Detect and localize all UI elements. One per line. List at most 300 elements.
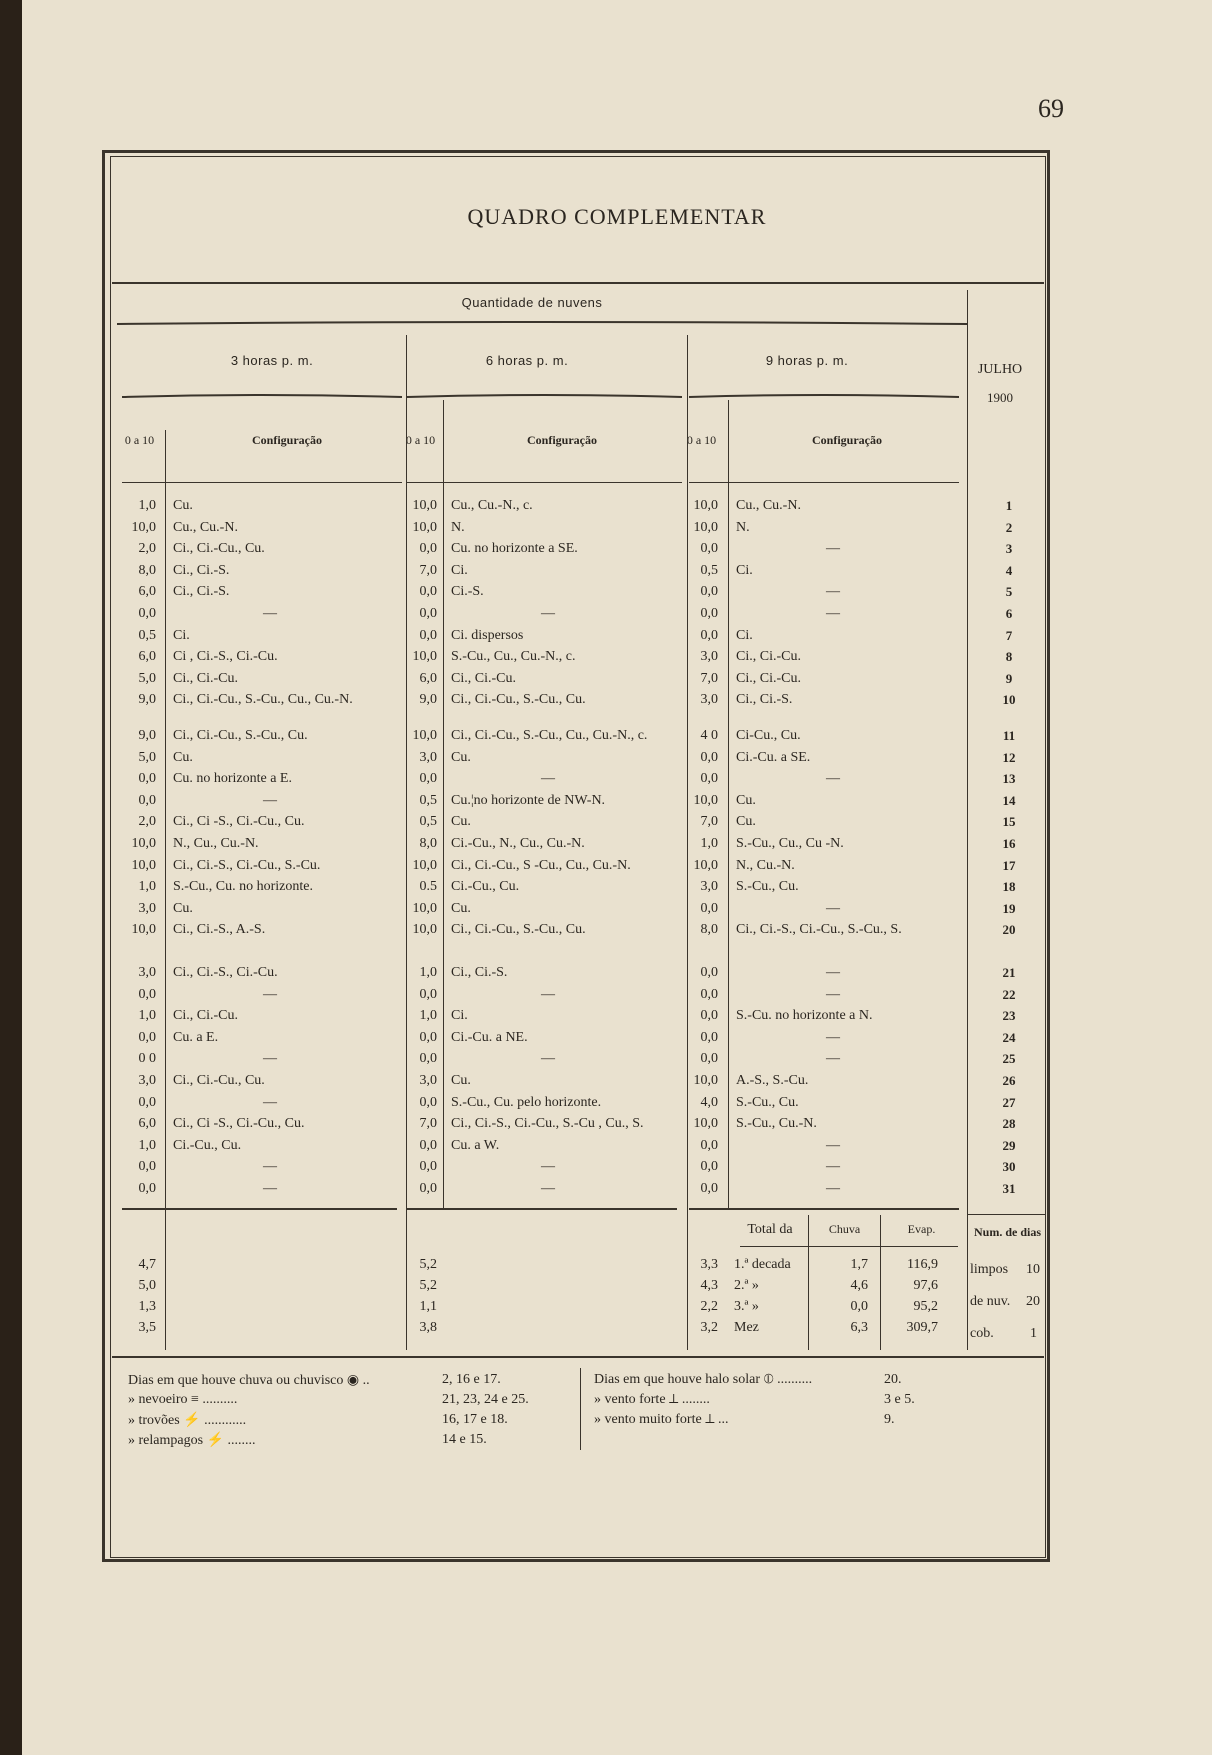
decade-label: 3.ª » [734, 1299, 759, 1314]
config-6h-cell: Cu. [451, 900, 471, 916]
cloud-9h-cell: 10,0 [693, 857, 718, 873]
note-left-value: 21, 23, 24 e 25. [442, 1392, 529, 1407]
cloud-9h-cell: 0,0 [700, 1181, 718, 1196]
config-3h-cell: S.-Cu., Cu. no horizonte. [173, 879, 313, 895]
day-cell: 4 [1005, 562, 1013, 578]
config-3h-cell: Ci., Ci.-S. [173, 584, 230, 600]
note-right-label: » vento muito forte ⟂ ... [594, 1412, 729, 1427]
swash-9h [689, 393, 959, 401]
cloud-9h-cell: 4,0 [700, 1094, 718, 1110]
cloud-6h-cell: 9,0 [419, 692, 437, 708]
config-9h-cell: — [826, 606, 840, 621]
cloud-9h-cell: 0,0 [700, 627, 718, 643]
col-config-6h: Configuração [527, 433, 597, 447]
day-cell: 25 [1002, 1051, 1016, 1067]
evap-value: 95,2 [913, 1299, 938, 1314]
cloud-6h-cell: 0,0 [419, 1159, 437, 1175]
config-3h-cell: — [263, 1051, 277, 1067]
config-3h-cell: Ci., Ci.-Cu., S.-Cu., Cu. [173, 728, 308, 743]
day-cell: 28 [1002, 1116, 1016, 1132]
cloud-3h-cell: 0,0 [138, 792, 156, 808]
config-6h-cell: Ci. dispersos [451, 627, 524, 643]
cloud-9h-cell: 3,0 [700, 692, 718, 708]
note-left-label: » trovões ⚡ ............ [128, 1413, 247, 1428]
config-6h-cell: — [541, 1159, 555, 1175]
total-header: Total da [747, 1222, 793, 1237]
cloud-3h-cell: 3,0 [138, 1073, 156, 1088]
cloud-6h-cell: 0,0 [419, 986, 437, 1002]
config-3h-cell: — [263, 792, 277, 808]
page [22, 0, 1212, 1755]
config-6h-cell: Ci., Ci.-Cu., S.-Cu., Cu. [451, 922, 586, 938]
chuva-value: 6,3 [850, 1320, 868, 1335]
config-6h-cell: Ci., Ci.-Cu., S.-Cu., Cu., Cu.-N., c. [451, 728, 648, 743]
cloud-9h-cell: 10,0 [693, 498, 718, 513]
config-6h-cell: S.-Cu., Cu., Cu.-N., c. [451, 649, 576, 665]
config-3h-cell: Ci., Ci -S., Ci.-Cu., Cu. [173, 814, 305, 830]
cloud-6h-cell: 6,0 [419, 670, 437, 686]
col-scale-9h: 0 a 10 [686, 433, 717, 447]
day-cell: 22 [1002, 986, 1016, 1002]
config-3h-cell: Ci., Ci.-Cu., Cu. [173, 1073, 265, 1088]
cloud-9h-cell: 10,0 [693, 519, 718, 535]
period-3h: 3 horas p. m. [230, 353, 314, 368]
cloud-3h-cell: 0,0 [138, 1094, 156, 1110]
cloud-6h-cell: 7,0 [419, 562, 437, 578]
config-9h-cell: — [826, 986, 840, 1002]
config-6h-cell: Ci.-S. [451, 584, 484, 600]
decade-label: 1.ª decada [734, 1257, 791, 1272]
summary-subheader-rule [740, 1246, 958, 1247]
config-3h-cell: Cu. a E. [173, 1029, 219, 1045]
config-9h-cell: — [826, 1029, 840, 1045]
config-6h-cell: — [541, 771, 555, 787]
config-9h-cell: Cu. [736, 792, 756, 808]
mean-6h: 3,8 [419, 1320, 437, 1335]
cloud-9h-cell: 1,0 [700, 836, 718, 851]
cloud-9h-cell: 0,5 [700, 562, 718, 578]
cloud-9h-cell: 7,0 [700, 670, 718, 686]
cloud-6h-cell: 0,0 [419, 1137, 437, 1153]
cloud-3h-cell: 2,0 [138, 814, 156, 830]
config-3h-cell: — [263, 606, 277, 621]
config-9h-cell: — [826, 771, 840, 787]
config-3h-cell: Ci., Ci.-Cu., Cu. [173, 541, 265, 557]
note-right-value: 20. [884, 1372, 902, 1387]
title-rule [112, 282, 1044, 284]
config-9h-cell: S.-Cu. no horizonte a N. [736, 1008, 873, 1024]
config-3h-cell: Cu. [173, 900, 193, 916]
cloud-9h-cell: 4 0 [700, 728, 718, 743]
day-cell: 21 [1002, 965, 1016, 980]
rule-v5 [728, 400, 729, 1210]
nuv-value: 20 [1026, 1294, 1040, 1309]
header-bottom-rule-9h [689, 482, 959, 483]
cloud-6h-cell: 10,0 [412, 857, 437, 873]
evap-value: 97,6 [913, 1278, 938, 1293]
cloud-3h-cell: 9,0 [138, 692, 156, 708]
day-cell: 10 [1002, 692, 1016, 708]
nuv-label: de nuv. [970, 1294, 1011, 1309]
day-cell: 19 [1002, 900, 1016, 916]
config-6h-cell: Ci. [451, 1008, 468, 1024]
cloud-3h-cell: 0,0 [138, 1159, 156, 1175]
day-cell: 23 [1002, 1008, 1016, 1024]
cloud-3h-cell: 0,0 [138, 986, 156, 1002]
day-cell: 18 [1002, 879, 1016, 895]
header-bottom-rule-3h [122, 482, 402, 483]
cloud-9h-cell: 0,0 [700, 965, 718, 980]
rule-evap [880, 1215, 881, 1350]
config-6h-cell: Cu., Cu.-N., c. [451, 498, 533, 513]
config-9h-cell: S.-Cu., Cu. [736, 1094, 799, 1110]
cloud-3h-cell: 9,0 [138, 728, 156, 743]
summary-rule-days [967, 1214, 1045, 1215]
config-3h-cell: Ci., Ci.-Cu., S.-Cu., Cu., Cu.-N. [173, 692, 353, 708]
config-6h-cell: S.-Cu., Cu. pelo horizonte. [451, 1094, 602, 1110]
day-cell: 9 [1005, 670, 1013, 686]
summary-rule-3h [122, 1208, 397, 1210]
config-6h-cell: Cu. [451, 1073, 471, 1088]
mean-6h: 1,1 [419, 1299, 437, 1314]
config-6h-cell: Ci., Ci.-S. [451, 965, 508, 980]
cloud-9h-cell: 0,0 [700, 541, 718, 557]
cloud-3h-cell: 0,0 [138, 1029, 156, 1045]
note-left-value: 16, 17 e 18. [442, 1412, 508, 1427]
day-cell: 13 [1002, 771, 1016, 787]
config-6h-cell: Cu. a W. [451, 1137, 500, 1153]
config-6h-cell: Ci.-Cu. a NE. [451, 1029, 528, 1045]
cloud-6h-cell: 10,0 [412, 498, 437, 513]
cloud-3h-cell: 1,0 [138, 1137, 156, 1153]
cloud-3h-cell: 6,0 [138, 649, 156, 665]
cloud-3h-cell: 0,0 [138, 1181, 156, 1196]
mean-3h: 5,0 [138, 1278, 156, 1293]
config-6h-cell: — [541, 1181, 555, 1196]
config-3h-cell: Ci., Ci.-Cu. [173, 670, 238, 686]
config-9h-cell: — [826, 1159, 840, 1175]
config-9h-cell: — [826, 584, 840, 600]
cloud-3h-cell: 6,0 [138, 584, 156, 600]
cloud-6h-cell: 0,0 [419, 1051, 437, 1067]
period-6h: 6 horas p. m. [485, 353, 569, 368]
mean-9h: 4,3 [700, 1278, 718, 1293]
config-9h-cell: Ci., Ci.-S., Ci.-Cu., S.-Cu., S. [736, 922, 902, 938]
config-6h-cell: Ci., Ci.-Cu., S -Cu., Cu., Cu.-N. [451, 857, 631, 873]
cloud-9h-cell: 10,0 [693, 1116, 718, 1132]
cloud-3h-cell: 10,0 [131, 836, 156, 851]
config-3h-cell: Cu. no horizonte a E. [173, 771, 292, 787]
config-9h-cell: — [826, 541, 840, 557]
config-9h-cell: Ci. [736, 627, 753, 643]
decade-label: Mez [734, 1320, 759, 1335]
config-3h-cell: Ci , Ci.-S., Ci.-Cu. [173, 649, 278, 665]
config-6h-cell: Cu.¦no horizonte de NW-N. [451, 792, 606, 808]
day-cell: 26 [1002, 1073, 1016, 1088]
config-3h-cell: Ci., Ci.-Cu. [173, 1008, 238, 1024]
cloud-9h-cell: 0,0 [700, 1159, 718, 1175]
config-3h-cell: Ci., Ci.-S., A.-S. [173, 922, 266, 938]
config-6h-cell: Ci.-Cu., Cu. [451, 879, 520, 895]
cloud-3h-cell: 0 0 [138, 1051, 156, 1067]
cloud-9h-cell: 10,0 [693, 1073, 718, 1088]
col-scale-6h: 0 a 10 [405, 433, 436, 447]
cloud-9h-cell: 0,0 [700, 584, 718, 600]
day-cell: 27 [1002, 1094, 1016, 1110]
page-number: 69 [1038, 94, 1064, 123]
config-6h-cell: — [541, 1051, 555, 1067]
cloud-6h-cell: 0,0 [419, 606, 437, 621]
cloud-9h-cell: 0,0 [700, 986, 718, 1002]
cloud-6h-cell: 1,0 [419, 1008, 437, 1024]
rule-v3 [443, 400, 444, 1210]
day-cell: 17 [1002, 857, 1016, 873]
cloud-3h-cell: 6,0 [138, 1116, 156, 1132]
cloud-3h-cell: 2,0 [138, 541, 156, 557]
cloud-6h-cell: 8,0 [419, 836, 437, 851]
evap-value: 309,7 [906, 1320, 938, 1335]
day-cell: 5 [1005, 584, 1013, 600]
group-swash [117, 320, 967, 328]
config-3h-cell: Ci., Ci.-S. [173, 562, 230, 578]
config-3h-cell: Ci., Ci.-S., Ci.-Cu. [173, 965, 278, 980]
mean-9h: 2,2 [700, 1299, 718, 1314]
note-left-value: 2, 16 e 17. [442, 1372, 501, 1387]
rule-v1 [165, 430, 166, 1350]
cloud-9h-cell: 0,0 [700, 606, 718, 621]
cloud-9h-cell: 10,0 [693, 792, 718, 808]
note-right-value: 9. [884, 1412, 895, 1427]
config-9h-cell: N., Cu.-N. [736, 857, 795, 873]
note-left-label: » relampagos ⚡ ........ [128, 1433, 256, 1448]
config-9h-cell: — [826, 1051, 840, 1067]
summary-rule-6h [407, 1208, 677, 1210]
note-right-label: Dias em que houve halo solar ⦶ .......... [594, 1372, 813, 1387]
cloud-3h-cell: 5,0 [138, 749, 156, 765]
config-9h-cell: S.-Cu., Cu. [736, 879, 799, 895]
day-cell: 29 [1002, 1137, 1016, 1153]
cob-label: cob. [970, 1326, 994, 1341]
day-cell: 16 [1002, 836, 1016, 851]
config-6h-cell: Cu. no horizonte a SE. [451, 541, 578, 557]
config-6h-cell: Cu. [451, 749, 471, 765]
cloud-3h-cell: 1,0 [138, 879, 156, 895]
cloud-3h-cell: 10,0 [131, 857, 156, 873]
config-3h-cell: — [263, 1094, 277, 1110]
cloud-9h-cell: 0,0 [700, 1137, 718, 1153]
config-9h-cell: A.-S., S.-Cu. [736, 1073, 809, 1088]
cloud-6h-cell: 10,0 [412, 922, 437, 938]
config-3h-cell: Ci., Ci -S., Ci.-Cu., Cu. [173, 1116, 305, 1132]
limpos-label: limpos [970, 1262, 1009, 1277]
cloud-6h-cell: 1,0 [419, 965, 437, 980]
config-9h-cell: Ci.-Cu. a SE. [736, 749, 811, 765]
cloud-9h-cell: 0,0 [700, 1051, 718, 1067]
cloud-6h-cell: 0,5 [419, 792, 437, 808]
cloud-9h-cell: 0,0 [700, 1029, 718, 1045]
day-cell: 7 [1005, 627, 1013, 643]
cloud-6h-cell: 0,0 [419, 1094, 437, 1110]
cloud-9h-cell: 0,0 [700, 771, 718, 787]
config-3h-cell: Cu., Cu.-N. [173, 519, 238, 535]
year-label: 1900 [987, 390, 1013, 405]
col-config-9h: Configuração [812, 433, 882, 447]
decade-label: 2.ª » [734, 1278, 759, 1293]
config-9h-cell: S.-Cu., Cu., Cu -N. [736, 836, 844, 851]
cloud-9h-cell: 0,0 [700, 900, 718, 916]
config-9h-cell: N. [736, 519, 750, 535]
cloud-6h-cell: 3,0 [419, 749, 437, 765]
cloud-6h-cell: 0,0 [419, 1181, 437, 1196]
evap-value: 116,9 [907, 1257, 938, 1272]
config-6h-cell: Ci., Ci.-Cu., S.-Cu., Cu. [451, 692, 586, 708]
col-scale-3h: 0 a 10 [124, 433, 155, 447]
config-9h-cell: Cu., Cu.-N. [736, 498, 801, 513]
month-label: JULHO [977, 362, 1023, 377]
cloud-6h-cell: 0.5 [419, 879, 437, 895]
config-3h-cell: Ci.-Cu., Cu. [173, 1137, 242, 1153]
day-cell: 1 [1005, 498, 1013, 513]
cloud-6h-cell: 0,5 [419, 814, 437, 830]
note-left-label: Dias em que houve chuva ou chuvisco ◉ .. [128, 1373, 370, 1388]
day-cell: 2 [1005, 519, 1013, 535]
mean-6h: 5,2 [419, 1278, 437, 1293]
note-right-value: 3 e 5. [884, 1392, 915, 1407]
day-cell: 6 [1005, 606, 1013, 621]
notes-top-rule [112, 1356, 1044, 1358]
days-header: Num. de dias [973, 1225, 1041, 1239]
config-3h-cell: Ci., Ci.-S., Ci.-Cu., S.-Cu. [173, 857, 321, 873]
config-9h-cell: Ci. [736, 562, 753, 578]
cloud-6h-cell: 10,0 [412, 649, 437, 665]
config-9h-cell: — [826, 1137, 840, 1153]
evap-header: Evap. [907, 1222, 936, 1236]
chuva-value: 0,0 [850, 1299, 868, 1314]
cloud-3h-cell: 10,0 [131, 922, 156, 938]
config-6h-cell: Ci., Ci.-S., Ci.-Cu., S.-Cu , Cu., S. [451, 1116, 644, 1132]
chuva-value: 1,7 [850, 1257, 868, 1272]
cloud-6h-cell: 0,0 [419, 584, 437, 600]
config-9h-cell: S.-Cu., Cu.-N. [736, 1116, 817, 1132]
rule-chuva [808, 1215, 809, 1350]
day-cell: 11 [1002, 728, 1016, 743]
mean-3h: 1,3 [138, 1299, 156, 1314]
config-9h-cell: Ci., Ci.-Cu. [736, 670, 801, 686]
cloud-6h-cell: 10,0 [412, 900, 437, 916]
config-3h-cell: — [263, 986, 277, 1002]
cloud-6h-cell: 10,0 [412, 519, 437, 535]
note-right-label: » vento forte ⟂ ........ [594, 1392, 710, 1407]
cloud-3h-cell: 10,0 [131, 519, 156, 535]
mean-9h: 3,2 [700, 1320, 718, 1335]
col-config-3h: Configuração [252, 433, 322, 447]
page-title: QUADRO COMPLEMENTAR [467, 204, 767, 229]
note-left-value: 14 e 15. [442, 1432, 487, 1447]
config-9h-cell: — [826, 965, 840, 980]
cloud-3h-cell: 5,0 [138, 670, 156, 686]
cloud-3h-cell: 8,0 [138, 562, 156, 578]
day-cell: 20 [1002, 922, 1016, 938]
cloud-6h-cell: 0,0 [419, 541, 437, 557]
period-9h: 9 horas p. m. [765, 353, 849, 368]
cloud-6h-cell: 0,0 [419, 1029, 437, 1045]
cloud-9h-cell: 3,0 [700, 649, 718, 665]
chuva-header: Chuva [828, 1222, 861, 1236]
day-cell: 8 [1005, 649, 1013, 665]
mean-9h: 3,3 [700, 1257, 718, 1272]
config-3h-cell: Cu. [173, 749, 193, 765]
cloud-9h-cell: 0,0 [700, 1008, 718, 1024]
header-bottom-rule-6h [407, 482, 682, 483]
config-6h-cell: Ci. [451, 562, 468, 578]
cloud-6h-cell: 0,0 [419, 771, 437, 787]
rule-v6 [967, 290, 968, 1350]
config-9h-cell: Cu. [736, 814, 756, 830]
config-9h-cell: — [826, 900, 840, 916]
mean-3h: 4,7 [138, 1257, 156, 1272]
swash-6h [407, 393, 682, 401]
config-6h-cell: — [541, 606, 555, 621]
config-6h-cell: Cu. [451, 814, 471, 830]
config-6h-cell: — [541, 986, 555, 1002]
cloud-3h-cell: 3,0 [138, 900, 156, 916]
summary-rule-9h [689, 1208, 959, 1210]
cloud-9h-cell: 0,0 [700, 749, 718, 765]
day-cell: 24 [1002, 1029, 1016, 1045]
cloud-9h-cell: 7,0 [700, 814, 718, 830]
config-9h-cell: Ci., Ci.-S. [736, 692, 793, 708]
config-3h-cell: N., Cu., Cu.-N. [173, 836, 259, 851]
config-6h-cell: Ci., Ci.-Cu. [451, 670, 516, 686]
mean-3h: 3,5 [138, 1320, 156, 1335]
mean-6h: 5,2 [419, 1257, 437, 1272]
swash-3h [122, 393, 402, 401]
config-6h-cell: Ci.-Cu., N., Cu., Cu.-N. [451, 836, 585, 851]
cloud-6h-cell: 10,0 [412, 728, 437, 743]
cloud-6h-cell: 3,0 [419, 1073, 437, 1088]
day-cell: 14 [1002, 792, 1016, 808]
cloud-6h-cell: 0,0 [419, 627, 437, 643]
config-3h-cell: — [263, 1181, 277, 1196]
chuva-value: 4,6 [850, 1278, 868, 1293]
limpos-value: 10 [1026, 1262, 1040, 1277]
day-cell: 15 [1002, 814, 1016, 830]
config-3h-cell: — [263, 1159, 277, 1175]
cloud-3h-cell: 1,0 [138, 498, 156, 513]
day-cell: 3 [1005, 541, 1013, 557]
cloud-9h-cell: 8,0 [700, 922, 718, 938]
notes-divider [580, 1368, 581, 1450]
day-cell: 30 [1002, 1159, 1016, 1175]
group-header: Quantidade de nuvens [461, 295, 603, 310]
config-6h-cell: N. [451, 519, 465, 535]
cloud-3h-cell: 0,0 [138, 606, 156, 621]
day-cell: 31 [1002, 1181, 1016, 1196]
config-9h-cell: — [826, 1181, 840, 1196]
config-3h-cell: Cu. [173, 498, 193, 513]
cloud-3h-cell: 0,5 [138, 627, 156, 643]
note-left-label: » nevoeiro ≡ .......... [128, 1392, 238, 1407]
cloud-6h-cell: 7,0 [419, 1116, 437, 1132]
cob-value: 1 [1030, 1326, 1037, 1341]
cloud-3h-cell: 1,0 [138, 1008, 156, 1024]
config-9h-cell: Ci., Ci.-Cu. [736, 649, 801, 665]
config-3h-cell: Ci. [173, 627, 190, 643]
config-9h-cell: Ci-Cu., Cu. [736, 728, 801, 743]
cloud-3h-cell: 0,0 [138, 771, 156, 787]
cloud-9h-cell: 3,0 [700, 879, 718, 895]
cloud-3h-cell: 3,0 [138, 965, 156, 980]
